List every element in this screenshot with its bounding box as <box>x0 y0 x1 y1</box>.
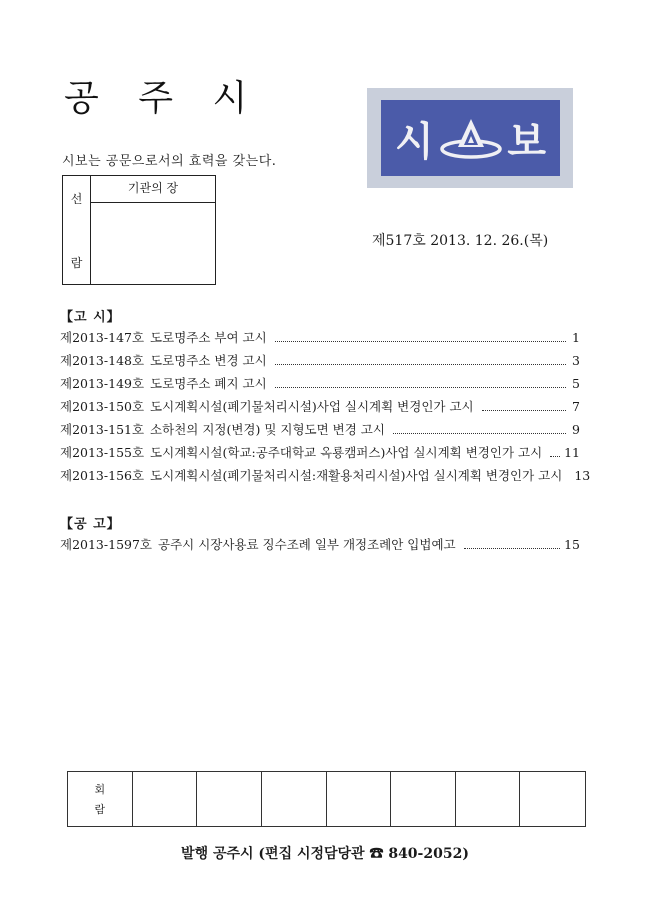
publisher-footer: 발행 공주시 (편집 시정담당관 ☎ 840-2052) <box>181 846 469 862</box>
document-title: 공 주 시 <box>64 78 262 119</box>
logo-text-left: 시 <box>395 118 434 165</box>
logo-text-right: 보 <box>507 118 546 165</box>
tagline: 시보는 공문으로서의 효력을 갖는다. <box>62 154 277 169</box>
toc-entry-title: 도로명주소 변경 고시 <box>150 353 267 368</box>
toc-entry-number: 제2013-148호 <box>60 353 145 368</box>
mountain-ripple-emblem-icon <box>440 115 502 161</box>
toc-entry-page: 11 <box>564 445 580 460</box>
signature-cell <box>327 772 392 826</box>
toc-entry-number: 제2013-1597호 <box>60 537 152 552</box>
toc-entry-number: 제2013-156호 <box>60 468 145 483</box>
toc-entry[interactable] <box>60 397 580 419</box>
section-heading-notices: 【고 시】 <box>60 310 121 325</box>
toc-entry-number: 제2013-149호 <box>60 376 145 391</box>
signature-cell <box>133 772 198 826</box>
toc-entry-page: 5 <box>572 376 580 391</box>
approval-label-bottom: 람 <box>70 256 83 270</box>
toc-entry-page: 1 <box>572 330 580 345</box>
approval-side-column <box>63 176 91 284</box>
toc-entry[interactable] <box>60 443 580 465</box>
signature-cell <box>262 772 327 826</box>
toc-entry-title: 도로명주소 부여 고시 <box>150 330 267 345</box>
signature-cell <box>197 772 262 826</box>
toc-entry-number: 제2013-147호 <box>60 330 145 345</box>
dot-leader <box>482 410 566 411</box>
toc-entry[interactable] <box>60 535 580 557</box>
sibo-logo <box>367 88 573 188</box>
sibo-logo-inner <box>381 100 560 176</box>
toc-entry[interactable] <box>60 420 580 442</box>
signature-cell <box>520 772 585 826</box>
toc-entry-title: 소하천의 지정(변경) 및 지형도면 변경 고시 <box>150 422 385 437</box>
toc-entry-page: 15 <box>564 537 580 552</box>
circulation-label-bottom: 람 <box>94 803 106 816</box>
toc-entry-number: 제2013-150호 <box>60 399 145 414</box>
toc-entry-title: 도시계획시설(폐기물처리시설)사업 실시계획 변경인가 고시 <box>150 399 474 414</box>
toc-entry[interactable] <box>60 328 580 350</box>
approval-box <box>62 175 216 285</box>
toc-entry-number: 제2013-155호 <box>60 445 145 460</box>
dot-leader <box>550 456 560 457</box>
approval-label-top: 선 <box>70 192 83 206</box>
circulation-box <box>67 771 586 827</box>
toc-entry-title: 도시계획시설(폐기물처리시설:재활용처리시설)사업 실시계획 변경인가 고시 <box>150 468 563 483</box>
toc-entry-title: 도로명주소 폐지 고시 <box>150 376 267 391</box>
circulation-label-cell <box>68 772 133 826</box>
issue-number-date: 제517호 2013. 12. 26.(목) <box>372 233 549 249</box>
toc-entry-page: 9 <box>572 422 580 437</box>
dot-leader <box>275 387 566 388</box>
toc-entry-title: 공주시 시장사용료 징수조례 일부 개정조례안 입법예고 <box>158 537 456 552</box>
toc-entry-page: 7 <box>572 399 580 414</box>
approval-header: 기관의 장 <box>91 176 215 203</box>
dot-leader <box>464 548 561 549</box>
toc-entry-title: 도시계획시설(학교:공주대학교 옥룡캠퍼스)사업 실시계획 변경인가 고시 <box>150 445 543 460</box>
dot-leader <box>275 364 566 365</box>
toc-entry-page: 13 <box>574 468 591 483</box>
toc-entry[interactable] <box>60 374 580 396</box>
signature-cell <box>391 772 456 826</box>
section-heading-announcements: 【공 고】 <box>60 517 121 532</box>
toc-entry[interactable] <box>60 466 591 488</box>
toc-entry-page: 3 <box>572 353 580 368</box>
dot-leader <box>275 341 566 342</box>
signature-cell <box>456 772 521 826</box>
circulation-label-top: 회 <box>94 783 106 796</box>
toc-entry[interactable] <box>60 351 580 373</box>
dot-leader <box>393 433 566 434</box>
toc-entry-number: 제2013-151호 <box>60 422 145 437</box>
